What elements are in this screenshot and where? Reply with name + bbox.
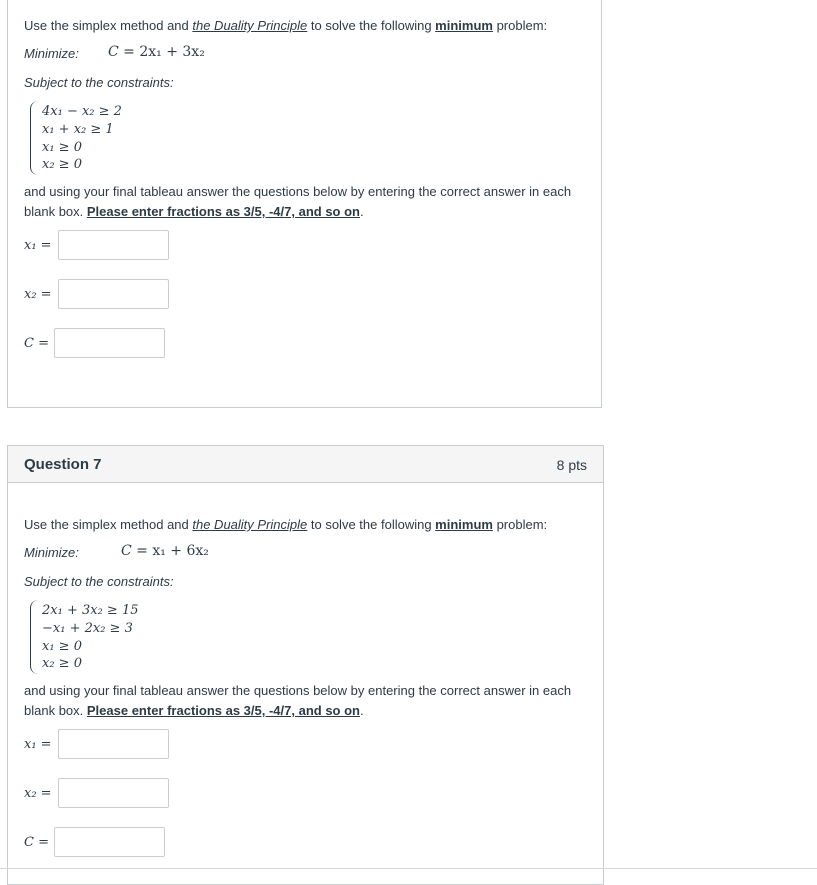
- q6-intro-bold: minimum: [435, 18, 493, 33]
- q6-subject-label: Subject to the constraints:: [24, 75, 174, 90]
- q7-constraint-3: x₁ ≥ 0: [42, 639, 82, 654]
- q6-obj-rhs: = 2x₁ + 3x₂: [123, 44, 205, 60]
- q6-c-label: C =: [24, 336, 49, 351]
- question-7-title: Question 7: [24, 456, 102, 473]
- q7-duality-link[interactable]: the Duality Principle: [192, 517, 308, 532]
- q6-intro-post: problem:: [492, 18, 548, 33]
- q6-constraint-4: x₂ ≥ 0: [42, 157, 82, 172]
- q6-constraint-3: x₁ ≥ 0: [42, 140, 82, 155]
- q7-x1-label: x₁ =: [24, 737, 52, 752]
- q7-x2-label: x₂ =: [24, 786, 52, 801]
- q6-minimize-label: Minimize:: [24, 46, 79, 61]
- question-7-card: [7, 445, 604, 885]
- q7-constraint-1: 2x₁ + 3x₂ ≥ 15: [42, 603, 139, 618]
- q7-intro-post: problem:: [492, 517, 548, 532]
- q6-objective-function: [108, 44, 205, 60]
- q7-instructions-line2: [24, 703, 364, 718]
- q6-x2-label: x₂ =: [24, 287, 52, 302]
- q7-constraint-4: x₂ ≥ 0: [42, 656, 82, 671]
- q6-constraint-brace: [30, 101, 39, 175]
- q6-instr-pre: blank box.: [24, 204, 87, 219]
- q6-instr-end: .: [359, 204, 364, 219]
- q7-minimize-label: Minimize:: [24, 545, 79, 560]
- q7-c-label: C =: [24, 835, 49, 850]
- question-7-points: 8 pts: [556, 457, 587, 473]
- q7-subject-label: Subject to the constraints:: [24, 574, 174, 589]
- q6-duality-link[interactable]: the Duality Principle: [192, 18, 308, 33]
- q6-instructions-line2: [24, 204, 364, 219]
- question-7-header: [8, 446, 603, 483]
- q6-c-input[interactable]: [54, 328, 165, 358]
- q7-constraint-2: −x₁ + 2x₂ ≥ 3: [42, 621, 133, 636]
- q6-x1-label: x₁ =: [24, 238, 52, 253]
- q7-obj-rhs: = x₁ + 6x₂: [136, 543, 209, 559]
- q6-intro-pre: Use the simplex method and: [24, 18, 193, 33]
- q6-instructions-line1: and using your final tableau answer the questions below by entering the correct answer in each: [24, 184, 572, 199]
- q6-x1-input[interactable]: [58, 230, 169, 260]
- page-bottom-divider: [0, 868, 817, 869]
- q7-fractions-link[interactable]: Please enter fractions as 3/5, -4/7, and so on: [86, 703, 360, 718]
- q6-obj-lhs: C: [108, 44, 119, 60]
- q7-constraint-brace: [30, 600, 39, 674]
- q7-intro-pre: Use the simplex method and: [24, 517, 193, 532]
- q6-fractions-link[interactable]: Please enter fractions as 3/5, -4/7, and so on: [86, 204, 360, 219]
- q7-instr-end: .: [359, 703, 364, 718]
- q7-intro-bold: minimum: [435, 517, 493, 532]
- q7-x2-input[interactable]: [58, 778, 169, 808]
- q6-intro: [24, 18, 547, 33]
- q7-c-input[interactable]: [54, 827, 165, 857]
- q7-instr-pre: blank box.: [24, 703, 87, 718]
- q6-x2-input[interactable]: [58, 279, 169, 309]
- q7-intro: [24, 517, 547, 532]
- q7-x1-input[interactable]: [58, 729, 169, 759]
- q6-constraint-2: x₁ + x₂ ≥ 1: [42, 122, 114, 137]
- q7-obj-lhs: C: [121, 543, 132, 559]
- q7-intro-mid: to solve the following: [307, 517, 436, 532]
- q6-constraint-1: 4x₁ − x₂ ≥ 2: [42, 104, 122, 119]
- q7-objective-function: [121, 543, 209, 559]
- q7-instructions-line1: and using your final tableau answer the questions below by entering the correct answer in each: [24, 683, 572, 698]
- q6-intro-mid: to solve the following: [307, 18, 436, 33]
